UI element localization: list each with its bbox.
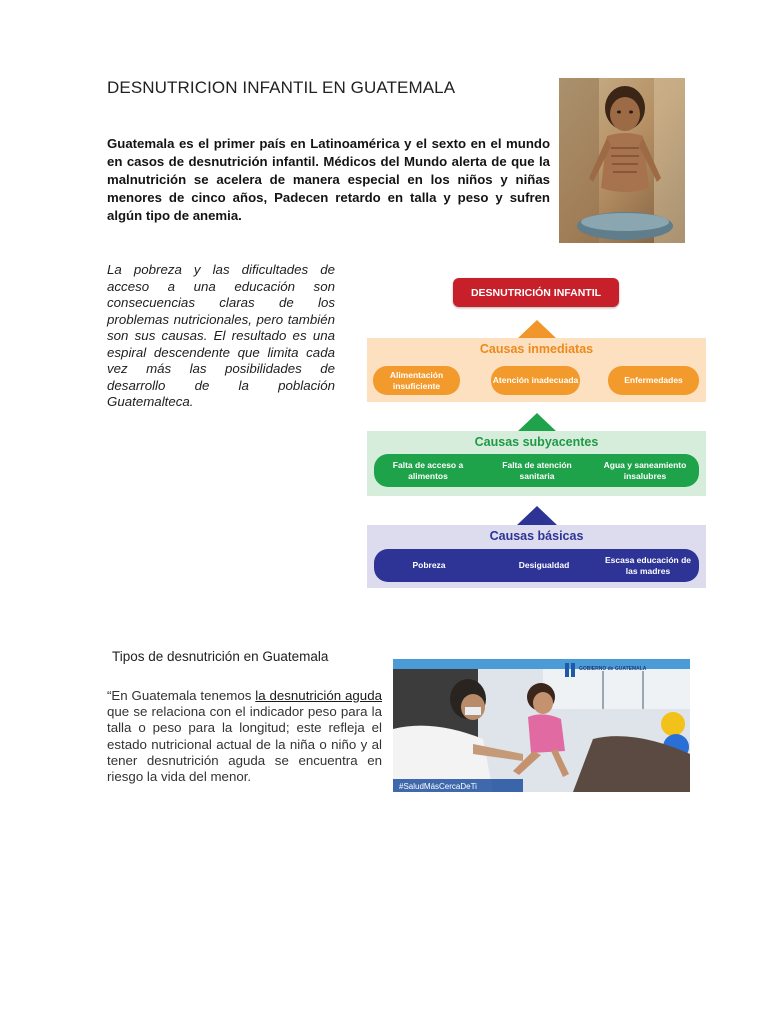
cause-item: Alimentación insuficiente — [373, 366, 460, 395]
underlying-causes-band — [367, 431, 706, 496]
malnutrition-causes-diagram — [367, 278, 707, 590]
cause-item: Falta de atención sanitaria — [502, 459, 572, 481]
malnourished-child-photo — [559, 78, 685, 243]
underlying-causes-bar — [374, 454, 699, 487]
photo-hashtag: #SaludMásCercaDeTi — [399, 782, 477, 791]
cause-item: Pobreza — [412, 560, 446, 570]
basic-causes-heading: Causas básicas — [489, 529, 584, 543]
cause-item: Escasa educación de las madres — [605, 554, 691, 576]
arrow-up-icon — [517, 320, 557, 339]
arrow-up-icon — [517, 506, 557, 525]
cause-item: Falta de acceso a alimentos — [392, 459, 464, 481]
acute-malnutrition-quote — [107, 688, 382, 785]
cause-item: Atención inadecuada — [491, 366, 580, 395]
quote-rest: que se relaciona con el indicador peso para la talla o peso para la longitud; este refleja el estado nutricional actual de la niña o niño y al tener desnutrición aguda se encuentra en riesgo la vida del menor. — [107, 704, 382, 785]
basic-causes-bar — [374, 549, 699, 582]
arrow-up-icon — [517, 413, 557, 432]
health-checkup-photo — [393, 659, 690, 792]
acute-malnutrition-link[interactable]: la desnutrición aguda — [255, 688, 382, 703]
cause-item: Agua y saneamiento insalubres — [603, 459, 687, 481]
diagram-title: DESNUTRICIÓN INFANTIL — [453, 278, 619, 307]
photo-logo-text: GOBIERNO de GUATEMALA — [579, 666, 647, 672]
immediate-causes-heading: Causas inmediatas — [479, 342, 594, 356]
quote-open: “En Guatemala tenemos — [107, 688, 256, 703]
cause-item: Desigualdad — [518, 560, 570, 570]
underlying-causes-heading: Causas subyacentes — [474, 435, 599, 449]
cause-item: Enfermedades — [608, 366, 699, 395]
page-title: DESNUTRICION INFANTIL EN GUATEMALA — [107, 78, 456, 97]
poverty-paragraph: La pobreza y las dificultades de acceso a una educación son consecuencias claras de los problemas nutricionales, pero también son sus causas. El resultado es una espiral descendente que limita cada vez más las posibilidades de desarrollo de la población Guatemalteca. — [107, 262, 335, 409]
intro-paragraph: Guatemala es el primer país en Latinoamérica y el sexto en el mundo en casos de desnutrición infantil. Médicos del Mundo alerta de que la malnutrición se acelera de manera especial en los niños y niñas menores de cinco años, Padecen retardo en talla y peso y sufren algún tipo de anemia. — [107, 136, 550, 223]
immediate-causes-band — [367, 338, 706, 402]
types-heading: Tipos de desnutrición en Guatemala — [112, 649, 329, 664]
basic-causes-band — [367, 525, 706, 588]
